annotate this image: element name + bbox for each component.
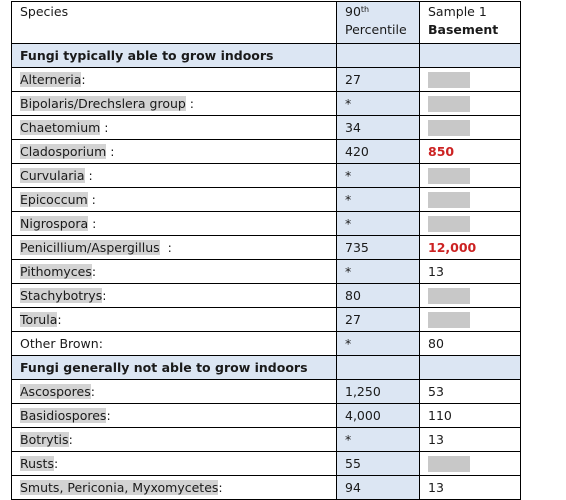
sample-cell [420, 236, 521, 260]
species-name: Smuts, Periconia, Myxomycetes [20, 479, 219, 495]
sample-cell [420, 404, 521, 428]
species-cell [12, 164, 337, 188]
table-row [12, 308, 521, 332]
sample-cell [420, 116, 521, 140]
table-row [12, 404, 521, 428]
sample-value: 12,000 [428, 239, 477, 255]
sample-cell [420, 428, 521, 452]
species-cell [12, 140, 337, 164]
species-cell [12, 260, 337, 284]
species-cell [12, 332, 337, 356]
species-header [12, 2, 337, 44]
percentile-value: 420 [337, 140, 420, 164]
table-row [12, 260, 521, 284]
species-name: Epicoccum [20, 191, 88, 207]
species-cell [12, 116, 337, 140]
species-cell [12, 212, 337, 236]
sample-value: 13 [428, 431, 444, 447]
sample-cell [420, 452, 521, 476]
sample-cell [420, 164, 521, 188]
sample-header-location: Basement [428, 22, 499, 37]
species-cell [12, 308, 337, 332]
species-cell [12, 92, 337, 116]
species-name: Rusts [20, 455, 54, 471]
species-colon: : [100, 119, 109, 135]
species-cell [12, 476, 337, 500]
species-colon: : [84, 167, 93, 183]
table-body [12, 2, 521, 500]
sample-cell [420, 332, 521, 356]
percentile-value: 80 [337, 284, 420, 308]
percentile-value: * [337, 260, 420, 284]
species-colon: : [90, 383, 95, 399]
species-colon: : [106, 143, 115, 159]
species-colon: : [102, 287, 107, 303]
section-title: Fungi typically able to grow indoors [12, 44, 337, 68]
sample-header-label: Sample 1 [428, 4, 487, 19]
species-colon: : [57, 311, 62, 327]
section-sample-cell [420, 44, 521, 68]
section-percentile-cell [337, 356, 420, 380]
redacted-box [428, 72, 470, 88]
redacted-box [428, 288, 470, 304]
percentile-value: * [337, 212, 420, 236]
sample-value: 80 [428, 335, 444, 351]
species-name: Torula [20, 311, 58, 327]
table-row [12, 284, 521, 308]
species-cell [12, 452, 337, 476]
sample-cell [420, 260, 521, 284]
table-row [12, 188, 521, 212]
percentile-header-label: Percentile [345, 22, 407, 37]
percentile-value: * [337, 428, 420, 452]
redacted-box [428, 96, 470, 112]
redacted-box [428, 456, 470, 472]
sample-cell [420, 380, 521, 404]
percentile-value: 1,250 [337, 380, 420, 404]
table-row [12, 332, 521, 356]
species-colon: : [185, 95, 195, 111]
sample-value: 53 [428, 383, 444, 399]
table-row [12, 92, 521, 116]
species-name: Chaetomium [20, 119, 101, 135]
mold-results-table [11, 1, 521, 500]
redacted-box [428, 168, 470, 184]
percentile-header-suffix: th [360, 5, 370, 14]
table-row [12, 452, 521, 476]
sample-header [420, 2, 521, 44]
percentile-value: 4,000 [337, 404, 420, 428]
percentile-value: 27 [337, 308, 420, 332]
species-name: Ascospores [20, 383, 91, 399]
sample-cell [420, 212, 521, 236]
species-colon: : [87, 191, 96, 207]
species-name: Cladosporium [20, 143, 107, 159]
percentile-value: 55 [337, 452, 420, 476]
percentile-value: 94 [337, 476, 420, 500]
sample-cell [420, 188, 521, 212]
species-cell [12, 68, 337, 92]
sample-value: 850 [428, 143, 455, 159]
percentile-value: 34 [337, 116, 420, 140]
species-colon: : [159, 239, 172, 255]
species-name: Curvularia [20, 167, 85, 183]
species-colon: : [88, 215, 97, 231]
species-colon: : [68, 431, 73, 447]
table-row [12, 476, 521, 500]
percentile-value: * [337, 92, 420, 116]
redacted-box [428, 192, 470, 208]
table-row [12, 428, 521, 452]
sample-cell [420, 92, 521, 116]
section-sample-cell [420, 356, 521, 380]
species-name: Botrytis [20, 431, 69, 447]
section-percentile-cell [337, 44, 420, 68]
species-name: Nigrospora [20, 215, 89, 231]
table-row [12, 140, 521, 164]
header-row [12, 2, 521, 44]
redacted-box [428, 216, 470, 232]
species-header-label: Species [20, 4, 69, 19]
percentile-header [337, 2, 420, 44]
sample-cell [420, 284, 521, 308]
species-colon: : [106, 407, 111, 423]
species-colon: : [98, 335, 103, 351]
sample-cell [420, 140, 521, 164]
species-name: Other Brown [20, 335, 99, 351]
table-row [12, 236, 521, 260]
species-name: Stachybotrys [20, 287, 103, 303]
species-name: Pithomyces [20, 263, 92, 279]
species-colon: : [53, 455, 59, 471]
species-cell [12, 428, 337, 452]
percentile-value: * [337, 188, 420, 212]
section-title: Fungi generally not able to grow indoors [12, 356, 337, 380]
table-row [12, 116, 521, 140]
table-row [12, 212, 521, 236]
species-name: Bipolaris/Drechslera group [20, 95, 186, 111]
sample-value: 13 [428, 479, 444, 495]
species-name: Basidiospores [20, 407, 107, 423]
species-name: Penicillium/Aspergillus [20, 239, 160, 255]
section-row [12, 44, 521, 68]
sample-value: 110 [428, 407, 452, 423]
sample-cell [420, 476, 521, 500]
redacted-box [428, 120, 470, 136]
table-row [12, 380, 521, 404]
table-row [12, 68, 521, 92]
section-row [12, 356, 521, 380]
species-cell [12, 236, 337, 260]
sample-cell [420, 68, 521, 92]
percentile-header-number: 90 [345, 4, 361, 19]
percentile-value: * [337, 164, 420, 188]
percentile-value: * [337, 332, 420, 356]
sample-value: 13 [428, 263, 444, 279]
species-cell [12, 284, 337, 308]
species-colon: : [81, 71, 86, 87]
species-cell [12, 404, 337, 428]
redacted-box [428, 312, 470, 328]
species-name: Alterneria [20, 71, 82, 87]
table-row [12, 164, 521, 188]
percentile-value: 27 [337, 68, 420, 92]
species-cell [12, 380, 337, 404]
species-colon: : [91, 263, 97, 279]
percentile-value: 735 [337, 236, 420, 260]
species-cell [12, 188, 337, 212]
species-colon: : [218, 479, 223, 495]
sample-cell [420, 308, 521, 332]
